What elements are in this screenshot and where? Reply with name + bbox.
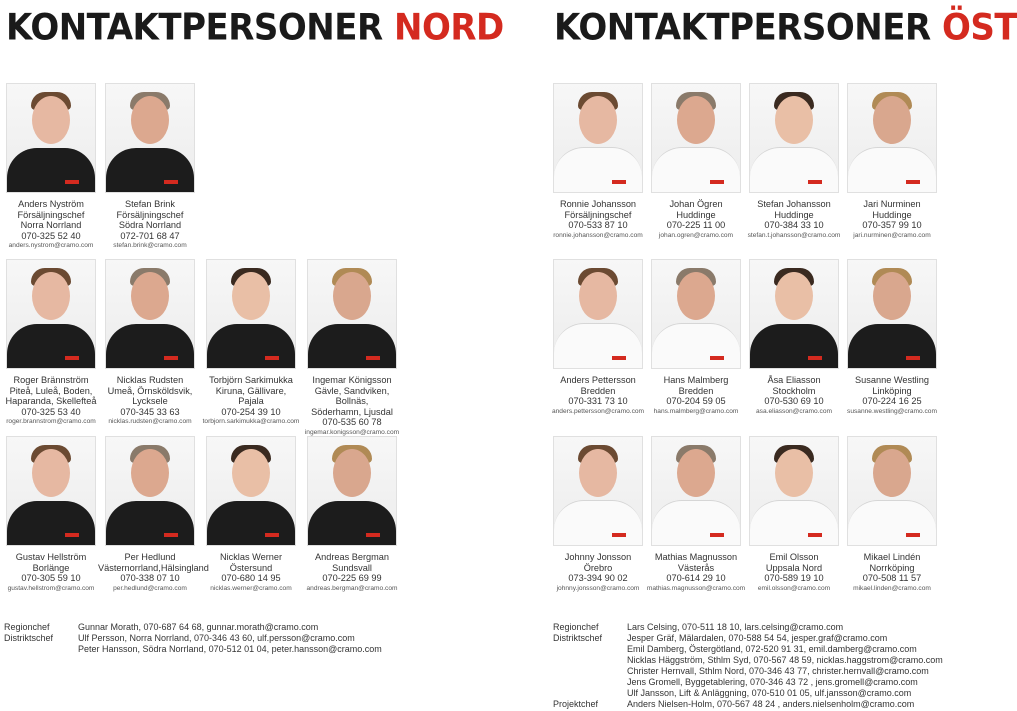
face-shape bbox=[677, 96, 715, 144]
face-shape bbox=[131, 272, 169, 320]
contact-info bbox=[300, 552, 404, 594]
contact-role: Försäljningschef bbox=[564, 209, 632, 220]
contact-photo bbox=[847, 83, 937, 193]
contact-card bbox=[300, 259, 404, 438]
contact-photo bbox=[206, 436, 296, 546]
contact-email[interactable]: johan.ogren@cramo.com bbox=[658, 231, 734, 239]
shirt-shape bbox=[554, 500, 642, 545]
contact-card bbox=[98, 83, 202, 251]
contact-email[interactable]: jari.nurminen@cramo.com bbox=[853, 231, 931, 239]
contact-role: Linköping bbox=[872, 385, 912, 396]
contact-name: Stefan Johansson bbox=[757, 199, 831, 209]
face-shape bbox=[131, 449, 169, 497]
contact-card bbox=[644, 83, 748, 241]
contact-phone: 070-225 69 99 bbox=[322, 573, 382, 584]
contact-email[interactable]: per.hedlund@cramo.com bbox=[113, 584, 187, 592]
contact-info bbox=[644, 552, 748, 594]
cramo-logo-icon bbox=[164, 356, 178, 360]
contact-photo bbox=[6, 436, 96, 546]
cramo-logo-icon bbox=[265, 533, 279, 537]
contact-phone: 070-533 87 10 bbox=[568, 220, 628, 231]
contact-name: Nicklas Rudsten bbox=[116, 375, 184, 385]
shirt-shape bbox=[750, 500, 838, 545]
contact-phone: 070-530 69 10 bbox=[764, 396, 824, 407]
contact-card bbox=[840, 436, 944, 594]
footer-line: Peter Hansson, Södra Norrland, 070-512 01 04, peter.hansson@cramo.com bbox=[78, 644, 382, 654]
contact-info bbox=[300, 375, 404, 438]
contact-phone: 070-614 29 10 bbox=[666, 573, 726, 584]
contact-phone: 070-225 11 00 bbox=[666, 220, 726, 231]
footer-label: Projektchef bbox=[553, 699, 599, 709]
footer-line: Jesper Gräf, Mälardalen, 070-588 54 54, jesper.graf@cramo.com bbox=[627, 633, 888, 643]
contact-name: Andreas Bergman bbox=[314, 552, 390, 562]
contact-email[interactable]: asa.eliasson@cramo.com bbox=[756, 407, 832, 415]
contact-role: Huddinge bbox=[774, 209, 814, 220]
contact-email[interactable]: gustav.hellstrom@cramo.com bbox=[7, 584, 95, 592]
contact-photo bbox=[749, 83, 839, 193]
contact-card bbox=[546, 83, 650, 241]
contact-role: Norrköping bbox=[869, 562, 915, 573]
face-shape bbox=[873, 449, 911, 497]
footer-line: Nicklas Häggström, Sthlm Syd, 070-567 48 59, nicklas.haggstrom@cramo.com bbox=[627, 655, 943, 665]
contact-card bbox=[546, 259, 650, 417]
cramo-logo-icon bbox=[906, 356, 920, 360]
contact-phone: 072-701 68 47 bbox=[120, 230, 180, 241]
cramo-logo-icon bbox=[808, 356, 822, 360]
contact-photo bbox=[307, 259, 397, 369]
contact-phone: 070-325 53 40 bbox=[21, 406, 81, 417]
contact-email[interactable]: ronnie.johansson@cramo.com bbox=[553, 231, 643, 239]
cramo-logo-icon bbox=[612, 533, 626, 537]
contact-role: Piteå, Luleå, Boden, bbox=[9, 385, 93, 396]
contact-photo bbox=[307, 436, 397, 546]
contact-info bbox=[0, 375, 103, 427]
contact-card bbox=[742, 83, 846, 241]
cramo-logo-icon bbox=[164, 180, 178, 184]
contact-role: Kiruna, Gällivare, bbox=[215, 385, 287, 396]
contact-name: Mikael Lindén bbox=[863, 552, 921, 562]
contact-card bbox=[840, 83, 944, 241]
contact-email[interactable]: roger.brannstrom@cramo.com bbox=[6, 418, 96, 426]
contact-role: Östersund bbox=[229, 562, 273, 573]
footer-line: Anders Nielsen-Holm, 070-567 48 24 , anders.nielsenholm@cramo.com bbox=[627, 699, 915, 709]
cramo-logo-icon bbox=[906, 180, 920, 184]
contact-phone: 070-338 07 10 bbox=[120, 573, 180, 584]
heading-nord bbox=[6, 6, 504, 49]
shirt-shape bbox=[554, 323, 642, 368]
cramo-logo-icon bbox=[164, 533, 178, 537]
contact-role: Borlänge bbox=[32, 562, 70, 573]
contact-name: Hans Malmberg bbox=[663, 375, 729, 385]
contact-info bbox=[199, 375, 303, 427]
footer-line: Ulf Persson, Norra Norrland, 070-346 43 60, ulf.persson@cramo.com bbox=[78, 633, 355, 643]
contact-photo bbox=[105, 436, 195, 546]
contact-photo bbox=[651, 259, 741, 369]
contact-info bbox=[644, 375, 748, 417]
shirt-shape bbox=[106, 148, 194, 192]
contact-info bbox=[840, 199, 944, 241]
heading-nord-prefix: KONTAKTPERSONER bbox=[6, 6, 383, 50]
face-shape bbox=[775, 96, 813, 144]
contact-role: Huddinge bbox=[676, 209, 716, 220]
contact-name: Johnny Jonsson bbox=[564, 552, 632, 562]
contact-email[interactable]: anders.nystrom@cramo.com bbox=[8, 242, 94, 250]
contact-photo bbox=[553, 436, 643, 546]
contact-email[interactable]: emil.olsson@cramo.com bbox=[757, 584, 831, 592]
cramo-logo-icon bbox=[906, 533, 920, 537]
contact-photo bbox=[651, 83, 741, 193]
shirt-shape bbox=[7, 324, 95, 368]
contact-phone: 070-305 59 10 bbox=[21, 573, 81, 584]
cramo-logo-icon bbox=[366, 356, 380, 360]
contact-photo bbox=[749, 259, 839, 369]
contact-card bbox=[98, 259, 202, 427]
shirt-shape bbox=[308, 501, 396, 545]
contact-info bbox=[199, 552, 303, 594]
footer-label: Regionchef bbox=[553, 622, 599, 632]
contact-card bbox=[742, 436, 846, 594]
shirt-shape bbox=[750, 147, 838, 192]
contact-info bbox=[840, 375, 944, 417]
footer-line: Christer Hernvall, Sthlm Nord, 070-346 43 77, christer.hernvall@cramo.com bbox=[627, 666, 929, 676]
contact-role: Västernorrland,Hälsingland bbox=[98, 562, 209, 573]
contact-info bbox=[98, 552, 209, 594]
contact-email[interactable]: torbjorn.sarkimukka@cramo.com bbox=[202, 418, 300, 426]
contact-email[interactable]: stefan.t.johansson@cramo.com bbox=[747, 231, 841, 239]
shirt-shape bbox=[652, 500, 740, 545]
shirt-shape bbox=[652, 147, 740, 192]
contact-info bbox=[840, 552, 944, 594]
shirt-shape bbox=[554, 147, 642, 192]
contact-role: Försäljningschef bbox=[116, 209, 184, 220]
contact-role: Uppsala Nord bbox=[765, 562, 823, 573]
contact-name: Ingemar Königsson bbox=[312, 375, 392, 385]
face-shape bbox=[677, 449, 715, 497]
contact-phone: 070-508 11 57 bbox=[862, 573, 922, 584]
cramo-logo-icon bbox=[808, 533, 822, 537]
contact-card bbox=[840, 259, 944, 417]
contact-card bbox=[0, 259, 103, 427]
shirt-shape bbox=[652, 323, 740, 368]
heading-ost bbox=[554, 6, 1017, 49]
contact-role: Gävle, Sandviken, Bollnäs, bbox=[314, 385, 390, 407]
shirt-shape bbox=[308, 324, 396, 368]
face-shape bbox=[131, 96, 169, 144]
contact-email[interactable]: anders.pettersson@cramo.com bbox=[551, 407, 645, 415]
footer-label: Regionchef bbox=[4, 622, 50, 632]
contact-photo bbox=[749, 436, 839, 546]
face-shape bbox=[32, 449, 70, 497]
contact-card bbox=[644, 436, 748, 594]
cramo-logo-icon bbox=[366, 533, 380, 537]
contact-email[interactable]: nicklas.werner@cramo.com bbox=[210, 584, 292, 592]
contact-info bbox=[98, 199, 202, 251]
contact-photo bbox=[553, 259, 643, 369]
contact-phone: 070-345 33 63 bbox=[120, 406, 180, 417]
cramo-logo-icon bbox=[65, 180, 79, 184]
contact-name: Ronnie Johansson bbox=[559, 199, 637, 209]
contact-photo bbox=[105, 259, 195, 369]
contact-name: Gustav Hellström bbox=[15, 552, 87, 562]
contact-role: Pajala bbox=[238, 396, 264, 407]
contact-name: Stefan Brink bbox=[124, 199, 176, 209]
shirt-shape bbox=[7, 501, 95, 545]
contact-phone: 070-331 73 10 bbox=[568, 396, 628, 407]
contact-email[interactable]: hans.malmberg@cramo.com bbox=[653, 407, 739, 415]
contact-photo bbox=[847, 436, 937, 546]
contact-phone: 070-589 19 10 bbox=[764, 573, 824, 584]
contact-info bbox=[546, 375, 650, 417]
contact-phone: 073-394 90 02 bbox=[568, 573, 628, 584]
cramo-logo-icon bbox=[65, 356, 79, 360]
shirt-shape bbox=[106, 501, 194, 545]
footer-line: Emil Damberg, Östergötland, 072-520 91 31, emil.damberg@cramo.com bbox=[627, 644, 917, 654]
contact-card bbox=[98, 436, 209, 594]
contact-name: Torbjörn Sarkimukka bbox=[209, 375, 293, 385]
contact-info bbox=[546, 199, 650, 241]
face-shape bbox=[775, 272, 813, 320]
contact-role: Västerås bbox=[677, 562, 715, 573]
contact-info bbox=[0, 199, 103, 251]
shirt-shape bbox=[106, 324, 194, 368]
contact-role: Bredden bbox=[678, 385, 714, 396]
contact-role: Norra Norrland bbox=[20, 220, 82, 231]
footer-label: Distriktschef bbox=[553, 633, 603, 643]
contact-card bbox=[199, 436, 303, 594]
contact-role: Försäljningschef bbox=[17, 209, 85, 220]
contact-phone: 070-224 16 25 bbox=[862, 396, 922, 407]
face-shape bbox=[232, 449, 270, 497]
footer-line: Jens Gromell, Byggetablering, 070-346 43 72 , jens.gromell@cramo.com bbox=[627, 677, 918, 687]
face-shape bbox=[579, 449, 617, 497]
cramo-logo-icon bbox=[265, 356, 279, 360]
contact-phone: 070-384 33 10 bbox=[764, 220, 824, 231]
cramo-logo-icon bbox=[808, 180, 822, 184]
contact-photo bbox=[847, 259, 937, 369]
contact-email[interactable]: ingemar.konigsson@cramo.com bbox=[304, 428, 400, 436]
contact-card bbox=[0, 83, 103, 251]
contact-phone: 070-254 39 10 bbox=[221, 406, 281, 417]
contact-role: Sundsvall bbox=[332, 562, 372, 573]
face-shape bbox=[579, 272, 617, 320]
shirt-shape bbox=[848, 324, 936, 368]
contact-photo bbox=[6, 259, 96, 369]
contact-email[interactable]: stefan.brink@cramo.com bbox=[113, 242, 187, 250]
contact-email[interactable]: mathias.magnusson@cramo.com bbox=[646, 584, 746, 592]
contact-phone: 070-535 60 78 bbox=[322, 417, 382, 428]
contact-photo bbox=[206, 259, 296, 369]
face-shape bbox=[775, 449, 813, 497]
face-shape bbox=[873, 272, 911, 320]
contact-phone: 070-204 59 05 bbox=[666, 396, 726, 407]
contact-role: Söderhamn, Ljusdal bbox=[311, 406, 393, 417]
shirt-shape bbox=[848, 500, 936, 545]
contact-name: Roger Brännström bbox=[13, 375, 89, 385]
cramo-logo-icon bbox=[65, 533, 79, 537]
face-shape bbox=[32, 96, 70, 144]
cramo-logo-icon bbox=[710, 180, 724, 184]
contact-name: Emil Olsson bbox=[769, 552, 819, 562]
contact-role: Haparanda, Skellefteå bbox=[5, 396, 97, 407]
contact-name: Per Hedlund bbox=[124, 552, 176, 562]
contact-info bbox=[644, 199, 748, 241]
contact-info bbox=[742, 552, 846, 594]
contact-email[interactable]: mikael.linden@cramo.com bbox=[853, 584, 931, 592]
contact-role: Södra Norrland bbox=[118, 220, 182, 231]
shirt-shape bbox=[7, 148, 95, 192]
cramo-logo-icon bbox=[612, 356, 626, 360]
contact-info bbox=[0, 552, 103, 594]
contact-info bbox=[742, 375, 846, 417]
contact-phone: 070-680 14 95 bbox=[221, 573, 281, 584]
contact-phone: 070-357 99 10 bbox=[862, 220, 922, 231]
cramo-logo-icon bbox=[710, 356, 724, 360]
contact-photo bbox=[105, 83, 195, 193]
heading-nord-accent: NORD bbox=[394, 6, 504, 50]
contact-photo bbox=[6, 83, 96, 193]
contact-name: Nicklas Werner bbox=[219, 552, 283, 562]
shirt-shape bbox=[207, 501, 295, 545]
face-shape bbox=[333, 449, 371, 497]
footer-label: Distriktschef bbox=[4, 633, 54, 643]
footer-line: Lars Celsing, 070-511 18 10, lars.celsing@cramo.com bbox=[627, 622, 844, 632]
contact-name: Johan Ögren bbox=[669, 199, 723, 209]
contact-role: Bredden bbox=[580, 385, 616, 396]
contact-email[interactable]: nicklas.rudsten@cramo.com bbox=[108, 418, 192, 426]
footer-line: Ulf Jansson, Lift & Anläggning, 070-510 01 05, ulf.jansson@cramo.com bbox=[627, 688, 912, 698]
contact-email[interactable]: andreas.bergman@cramo.com bbox=[306, 584, 398, 592]
heading-ost-accent: ÖST bbox=[942, 6, 1017, 50]
contact-role: Huddinge bbox=[872, 209, 912, 220]
shirt-shape bbox=[750, 324, 838, 368]
contact-email[interactable]: johnny.jonsson@cramo.com bbox=[556, 584, 640, 592]
contact-name: Susanne Westling bbox=[855, 375, 929, 385]
contact-card bbox=[0, 436, 103, 594]
footer-line: Gunnar Morath, 070-687 64 68, gunnar.morath@cramo.com bbox=[78, 622, 319, 632]
face-shape bbox=[32, 272, 70, 320]
contact-photo bbox=[553, 83, 643, 193]
contact-card bbox=[546, 436, 650, 594]
contact-role: Stockholm bbox=[772, 385, 816, 396]
cramo-logo-icon bbox=[710, 533, 724, 537]
contact-card bbox=[300, 436, 404, 594]
contact-role: Örebro bbox=[583, 562, 613, 573]
face-shape bbox=[333, 272, 371, 320]
face-shape bbox=[232, 272, 270, 320]
cramo-logo-icon bbox=[612, 180, 626, 184]
contact-name: Jari Nurminen bbox=[863, 199, 921, 209]
contact-name: Mathias Magnusson bbox=[654, 552, 738, 562]
contact-photo bbox=[651, 436, 741, 546]
contact-name: Anders Nyström bbox=[18, 199, 84, 209]
contact-card bbox=[742, 259, 846, 417]
contact-role: Umeå, Örnsköldsvik, bbox=[107, 385, 193, 396]
face-shape bbox=[579, 96, 617, 144]
contact-email[interactable]: susanne.westling@cramo.com bbox=[847, 407, 937, 415]
face-shape bbox=[677, 272, 715, 320]
contact-info bbox=[742, 199, 846, 241]
shirt-shape bbox=[848, 147, 936, 192]
shirt-shape bbox=[207, 324, 295, 368]
contact-info bbox=[98, 375, 202, 427]
contact-card bbox=[199, 259, 303, 427]
heading-ost-prefix: KONTAKTPERSONER bbox=[554, 6, 931, 50]
contact-role: Lycksele bbox=[132, 396, 168, 407]
contact-phone: 070-325 52 40 bbox=[21, 230, 81, 241]
contact-info bbox=[546, 552, 650, 594]
face-shape bbox=[873, 96, 911, 144]
contact-name: Anders Pettersson bbox=[560, 375, 636, 385]
contact-name: Åsa Eliasson bbox=[767, 375, 821, 385]
contact-card bbox=[644, 259, 748, 417]
